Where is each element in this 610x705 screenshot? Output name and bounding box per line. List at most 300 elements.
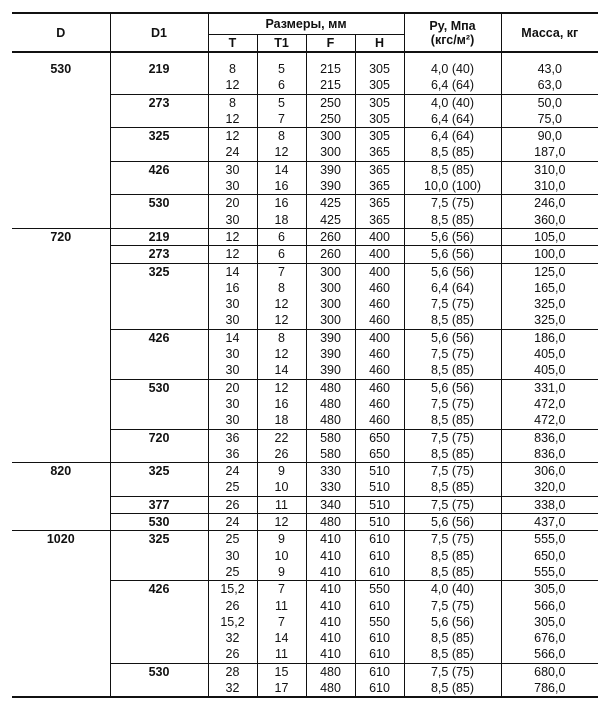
- cell-t: 28: [208, 663, 257, 680]
- cell-t: 14: [208, 329, 257, 346]
- cell-h: 365: [355, 195, 404, 212]
- cell-t1: 9: [257, 531, 306, 548]
- cell-t: 15,2: [208, 614, 257, 630]
- cell-d1: [110, 564, 208, 581]
- cell-f: 300: [306, 263, 355, 280]
- cell-p: 8,5 (85): [404, 564, 501, 581]
- table-row: [12, 161, 598, 178]
- cell-t: 20: [208, 379, 257, 396]
- header-h: H: [355, 35, 404, 53]
- cell-p: 10,0 (100): [404, 178, 501, 195]
- table-row: [12, 564, 598, 581]
- cell-p: 5,6 (56): [404, 246, 501, 263]
- cell-p: 8,5 (85): [404, 312, 501, 329]
- cell-f: 250: [306, 94, 355, 111]
- cell-t: 14: [208, 263, 257, 280]
- table-row: [12, 646, 598, 663]
- cell-f: 330: [306, 479, 355, 496]
- cell-m: 836,0: [501, 446, 598, 463]
- cell-t: 30: [208, 346, 257, 362]
- cell-t1: 10: [257, 548, 306, 564]
- cell-p: 6,4 (64): [404, 77, 501, 94]
- cell-d1: [110, 479, 208, 496]
- table-row: [12, 94, 598, 111]
- cell-p: 8,5 (85): [404, 446, 501, 463]
- cell-p: 7,5 (75): [404, 496, 501, 513]
- cell-h: 400: [355, 228, 404, 245]
- cell-t1: 7: [257, 581, 306, 598]
- cell-m: 100,0: [501, 246, 598, 263]
- cell-m: 566,0: [501, 598, 598, 614]
- cell-f: 300: [306, 280, 355, 296]
- cell-t1: 5: [257, 61, 306, 77]
- table-row: [12, 212, 598, 229]
- cell-t1: 12: [257, 379, 306, 396]
- cell-f: 340: [306, 496, 355, 513]
- cell-h: 650: [355, 446, 404, 463]
- header-pressure-line2: (кгс/м²): [430, 32, 475, 47]
- cell-f: 330: [306, 463, 355, 480]
- cell-d1: 325: [110, 531, 208, 548]
- cell-d: [12, 379, 110, 396]
- cell-d: 530: [50, 62, 72, 76]
- cell-h: 365: [355, 144, 404, 161]
- specs-table: [12, 12, 598, 698]
- cell-m: 680,0: [501, 663, 598, 680]
- cell-m: 246,0: [501, 195, 598, 212]
- cell-m: 360,0: [501, 212, 598, 229]
- header-t: T: [208, 35, 257, 53]
- cell-d1: 273: [110, 94, 208, 111]
- table-row: [12, 548, 598, 564]
- cell-t1: 12: [257, 312, 306, 329]
- table-row: [12, 128, 598, 145]
- cell-t: 12: [208, 77, 257, 94]
- cell-h: 305: [355, 111, 404, 128]
- cell-h: 510: [355, 463, 404, 480]
- cell-m: 50,0: [501, 94, 598, 111]
- cell-h: 400: [355, 246, 404, 263]
- cell-p: 5,6 (56): [404, 514, 501, 531]
- cell-d1: [110, 412, 208, 429]
- cell-p: 8,5 (85): [404, 212, 501, 229]
- cell-h: 365: [355, 178, 404, 195]
- cell-p: 8,5 (85): [404, 630, 501, 646]
- cell-t: 25: [208, 531, 257, 548]
- table-row: [12, 446, 598, 463]
- cell-m: 90,0: [501, 128, 598, 145]
- cell-m: 165,0: [501, 280, 598, 296]
- cell-m: 63,0: [501, 77, 598, 94]
- cell-h: 610: [355, 630, 404, 646]
- table-row: [12, 598, 598, 614]
- cell-d: [12, 144, 110, 161]
- cell-t1: 15: [257, 663, 306, 680]
- table-row: [12, 379, 598, 396]
- cell-p: 6,4 (64): [404, 280, 501, 296]
- cell-m: 186,0: [501, 329, 598, 346]
- cell-t1: 6: [257, 246, 306, 263]
- cell-d1: 530: [110, 663, 208, 680]
- cell-h: 510: [355, 479, 404, 496]
- table-row: [12, 663, 598, 680]
- cell-f: 300: [306, 128, 355, 145]
- cell-m: 405,0: [501, 362, 598, 379]
- cell-m: 555,0: [501, 531, 598, 548]
- cell-p: 8,5 (85): [404, 362, 501, 379]
- cell-t: 32: [208, 680, 257, 697]
- cell-t1: 16: [257, 396, 306, 412]
- cell-p: 4,0 (40): [404, 61, 501, 77]
- cell-p: 7,5 (75): [404, 663, 501, 680]
- cell-d1: 530: [110, 514, 208, 531]
- cell-h: 460: [355, 396, 404, 412]
- cell-t1: 26: [257, 446, 306, 463]
- cell-d: [12, 548, 110, 564]
- table-row: [12, 581, 598, 598]
- table-row: [12, 144, 598, 161]
- cell-d: [12, 312, 110, 329]
- cell-h: 365: [355, 161, 404, 178]
- cell-p: 8,5 (85): [404, 161, 501, 178]
- table-row: [12, 329, 598, 346]
- cell-f: 300: [306, 296, 355, 312]
- cell-d1: [110, 212, 208, 229]
- cell-m: 650,0: [501, 548, 598, 564]
- cell-d1: [110, 646, 208, 663]
- cell-f: 410: [306, 548, 355, 564]
- header-mass: Масса, кг: [501, 13, 598, 52]
- cell-d: [12, 680, 110, 697]
- cell-d: [12, 195, 110, 212]
- cell-h: 365: [355, 212, 404, 229]
- cell-t: 15,2: [208, 581, 257, 598]
- cell-d1: [110, 548, 208, 564]
- cell-f: 215: [306, 61, 355, 77]
- cell-p: 7,5 (75): [404, 195, 501, 212]
- table-row: [12, 111, 598, 128]
- cell-f: 390: [306, 161, 355, 178]
- cell-m: 437,0: [501, 514, 598, 531]
- table-row: [12, 346, 598, 362]
- cell-d1: [110, 296, 208, 312]
- cell-d1: [110, 598, 208, 614]
- cell-h: 460: [355, 280, 404, 296]
- cell-h: 305: [355, 77, 404, 94]
- cell-d1: 325: [110, 263, 208, 280]
- table-row: [12, 77, 598, 94]
- cell-d1: 530: [110, 379, 208, 396]
- cell-m: 310,0: [501, 161, 598, 178]
- cell-d1: [110, 680, 208, 697]
- cell-h: 460: [355, 296, 404, 312]
- cell-p: 7,5 (75): [404, 598, 501, 614]
- cell-t: 8: [208, 94, 257, 111]
- cell-d: 1020: [12, 531, 110, 548]
- cell-h: 460: [355, 346, 404, 362]
- cell-m: 472,0: [501, 396, 598, 412]
- cell-d1: [110, 312, 208, 329]
- header-pressure-line1: Py, Mпа: [429, 18, 476, 33]
- header-f: F: [306, 35, 355, 53]
- cell-t: 30: [208, 212, 257, 229]
- table-row: [12, 296, 598, 312]
- cell-t1: 7: [257, 614, 306, 630]
- cell-t: 25: [208, 479, 257, 496]
- cell-m: 43,0: [501, 61, 598, 77]
- cell-p: 7,5 (75): [404, 531, 501, 548]
- cell-d: [12, 614, 110, 630]
- cell-t: 30: [208, 362, 257, 379]
- cell-f: 480: [306, 396, 355, 412]
- cell-p: 5,6 (56): [404, 263, 501, 280]
- cell-t: 26: [208, 496, 257, 513]
- cell-d: [12, 630, 110, 646]
- table-row: [12, 531, 598, 548]
- table-row: [12, 195, 598, 212]
- cell-d1: 426: [110, 581, 208, 598]
- header-d: D: [56, 25, 66, 40]
- cell-f: 390: [306, 178, 355, 195]
- cell-m: 331,0: [501, 379, 598, 396]
- cell-t1: 12: [257, 144, 306, 161]
- cell-h: 610: [355, 564, 404, 581]
- cell-t: 26: [208, 598, 257, 614]
- cell-h: 305: [355, 94, 404, 111]
- cell-d: [12, 564, 110, 581]
- cell-d: [12, 396, 110, 412]
- table-row: [12, 429, 598, 446]
- cell-d1: [110, 362, 208, 379]
- cell-m: 325,0: [501, 312, 598, 329]
- cell-d1: [110, 178, 208, 195]
- cell-t1: 5: [257, 94, 306, 111]
- cell-h: 460: [355, 412, 404, 429]
- cell-p: 5,6 (56): [404, 228, 501, 245]
- cell-t1: 12: [257, 296, 306, 312]
- cell-t: 30: [208, 161, 257, 178]
- cell-d1: 219: [110, 61, 208, 77]
- cell-h: 510: [355, 496, 404, 513]
- cell-d: [12, 161, 110, 178]
- cell-t: 30: [208, 312, 257, 329]
- cell-d: [12, 598, 110, 614]
- cell-t1: 7: [257, 111, 306, 128]
- cell-m: 306,0: [501, 463, 598, 480]
- cell-d: [12, 128, 110, 145]
- cell-m: 325,0: [501, 296, 598, 312]
- cell-m: 555,0: [501, 564, 598, 581]
- cell-f: 580: [306, 429, 355, 446]
- cell-d1: 426: [110, 161, 208, 178]
- cell-p: 5,6 (56): [404, 614, 501, 630]
- header-sizes: Размеры, мм: [208, 13, 404, 35]
- table-row: [12, 228, 598, 245]
- cell-p: 6,4 (64): [404, 128, 501, 145]
- cell-h: 610: [355, 680, 404, 697]
- cell-m: 125,0: [501, 263, 598, 280]
- cell-f: 260: [306, 246, 355, 263]
- cell-t: 36: [208, 429, 257, 446]
- cell-t1: 9: [257, 564, 306, 581]
- cell-h: 610: [355, 548, 404, 564]
- cell-m: 676,0: [501, 630, 598, 646]
- cell-p: 7,5 (75): [404, 296, 501, 312]
- cell-h: 460: [355, 379, 404, 396]
- table-row: [12, 496, 598, 513]
- cell-m: 472,0: [501, 412, 598, 429]
- cell-m: 786,0: [501, 680, 598, 697]
- cell-d1: 426: [110, 329, 208, 346]
- cell-f: 410: [306, 646, 355, 663]
- cell-f: 410: [306, 598, 355, 614]
- cell-m: 338,0: [501, 496, 598, 513]
- cell-d1: 530: [110, 195, 208, 212]
- cell-f: 390: [306, 346, 355, 362]
- cell-f: 425: [306, 212, 355, 229]
- table-body: [12, 52, 598, 697]
- cell-t: 20: [208, 195, 257, 212]
- cell-t: 25: [208, 564, 257, 581]
- table-row: [12, 178, 598, 195]
- cell-d1: [110, 144, 208, 161]
- cell-d: [12, 263, 110, 280]
- cell-h: 400: [355, 263, 404, 280]
- cell-f: 480: [306, 412, 355, 429]
- cell-t: 30: [208, 296, 257, 312]
- cell-t1: 14: [257, 362, 306, 379]
- cell-m: 836,0: [501, 429, 598, 446]
- cell-f: 480: [306, 663, 355, 680]
- cell-d: 820: [12, 463, 110, 480]
- cell-f: 480: [306, 514, 355, 531]
- cell-f: 580: [306, 446, 355, 463]
- cell-m: 320,0: [501, 479, 598, 496]
- cell-d: [12, 496, 110, 513]
- cell-p: 5,6 (56): [404, 379, 501, 396]
- cell-t: 30: [208, 548, 257, 564]
- cell-f: 425: [306, 195, 355, 212]
- cell-t: 30: [208, 396, 257, 412]
- cell-f: 410: [306, 531, 355, 548]
- cell-t: 36: [208, 446, 257, 463]
- table-row: [12, 680, 598, 697]
- spacer-row: [12, 52, 598, 61]
- cell-d1: [110, 111, 208, 128]
- table-row: [12, 463, 598, 480]
- cell-d: [12, 646, 110, 663]
- cell-t: 24: [208, 514, 257, 531]
- header-pressure: [404, 13, 501, 52]
- cell-t1: 16: [257, 178, 306, 195]
- table-row: [12, 630, 598, 646]
- cell-p: 8,5 (85): [404, 646, 501, 663]
- cell-p: 5,6 (56): [404, 329, 501, 346]
- cell-t1: 17: [257, 680, 306, 697]
- cell-h: 305: [355, 61, 404, 77]
- cell-h: 460: [355, 312, 404, 329]
- cell-t1: 18: [257, 212, 306, 229]
- cell-d: [12, 429, 110, 446]
- cell-t1: 14: [257, 161, 306, 178]
- cell-h: 510: [355, 514, 404, 531]
- cell-d: [12, 280, 110, 296]
- cell-d: [12, 412, 110, 429]
- cell-t1: 8: [257, 128, 306, 145]
- cell-m: 105,0: [501, 228, 598, 245]
- cell-p: 8,5 (85): [404, 548, 501, 564]
- cell-m: 75,0: [501, 111, 598, 128]
- cell-f: 250: [306, 111, 355, 128]
- cell-t: 8: [208, 61, 257, 77]
- cell-t1: 9: [257, 463, 306, 480]
- cell-t: 26: [208, 646, 257, 663]
- cell-t: 12: [208, 228, 257, 245]
- cell-d: [12, 514, 110, 531]
- cell-p: 7,5 (75): [404, 429, 501, 446]
- cell-f: 410: [306, 581, 355, 598]
- cell-d: [12, 178, 110, 195]
- cell-t1: 11: [257, 598, 306, 614]
- cell-h: 550: [355, 614, 404, 630]
- cell-t1: 22: [257, 429, 306, 446]
- cell-f: 480: [306, 680, 355, 697]
- cell-d: [12, 446, 110, 463]
- cell-t1: 8: [257, 329, 306, 346]
- cell-t1: 8: [257, 280, 306, 296]
- cell-d1: 219: [110, 228, 208, 245]
- cell-t1: 7: [257, 263, 306, 280]
- cell-h: 400: [355, 329, 404, 346]
- cell-d1: [110, 396, 208, 412]
- cell-p: 7,5 (75): [404, 396, 501, 412]
- cell-f: 410: [306, 564, 355, 581]
- cell-h: 650: [355, 429, 404, 446]
- cell-f: 480: [306, 379, 355, 396]
- table-row: [12, 396, 598, 412]
- cell-t1: 16: [257, 195, 306, 212]
- cell-f: 410: [306, 614, 355, 630]
- cell-m: 405,0: [501, 346, 598, 362]
- table-row: [12, 263, 598, 280]
- table-row: [12, 280, 598, 296]
- cell-t: 30: [208, 412, 257, 429]
- cell-t1: 11: [257, 496, 306, 513]
- cell-f: 300: [306, 144, 355, 161]
- cell-m: 305,0: [501, 614, 598, 630]
- cell-t1: 12: [257, 514, 306, 531]
- cell-d: 720: [12, 228, 110, 245]
- cell-d1: 720: [110, 429, 208, 446]
- cell-d1: [110, 630, 208, 646]
- cell-d1: [110, 346, 208, 362]
- cell-d: [12, 296, 110, 312]
- cell-h: 610: [355, 663, 404, 680]
- cell-t1: 11: [257, 646, 306, 663]
- cell-p: 8,5 (85): [404, 412, 501, 429]
- cell-p: 7,5 (75): [404, 463, 501, 480]
- cell-d: [12, 581, 110, 598]
- cell-t: 32: [208, 630, 257, 646]
- cell-d: [12, 663, 110, 680]
- cell-f: 260: [306, 228, 355, 245]
- table-row: [12, 479, 598, 496]
- cell-m: 187,0: [501, 144, 598, 161]
- cell-t1: 10: [257, 479, 306, 496]
- cell-p: 8,5 (85): [404, 479, 501, 496]
- header-d1: D1: [110, 13, 208, 52]
- cell-t: 30: [208, 178, 257, 195]
